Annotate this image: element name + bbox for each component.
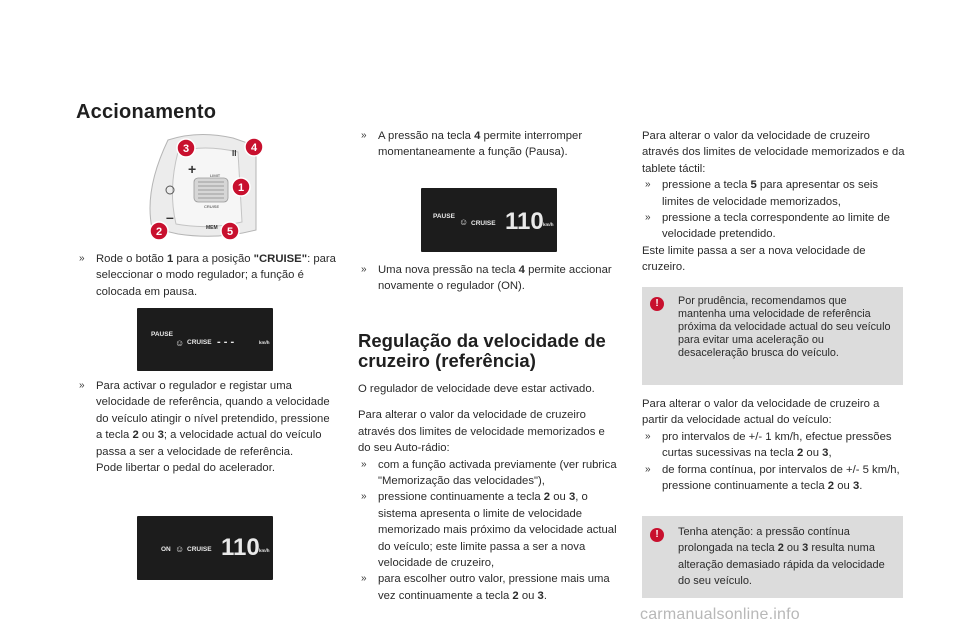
pause-label: II	[232, 149, 237, 158]
list-item: » para escolher outro valor, pressione mais uma vez continuamente a tecla 2 ou 3.	[358, 571, 620, 604]
warning-box-attention: ! Tenha atenção: a pressão contínua prolongada na tecla 2 ou 3 resulta numa alteração demasiado rápida da velocidade do seu veículo.	[642, 516, 903, 598]
warning-box-prudence: ! Por prudência, recomendamos que mantenha uma velocidade de referência próxima da velocidade actual do seu veículo para evitar uma aceleração ou desaceleração brusca do veículo.	[642, 287, 903, 385]
list-item: » pressione continuamente a tecla 2 ou 3, o sistema apresenta o limite de velocidade memorizado mais próximo da velocidade actual do veículo; este limite passa a ser a nova velocidade de cruzeiro,	[358, 489, 620, 571]
cruise-display-paused-110: PAUSE ☺ CRUISE 110 km/h	[421, 188, 557, 252]
warning-icon: !	[650, 528, 664, 542]
marker-4	[245, 138, 263, 156]
cruise-display-on: ON ☺ CRUISE 110 km/h	[137, 516, 273, 580]
cruise-label: CRUISE	[204, 204, 220, 209]
minus-label: –	[166, 209, 174, 225]
marker-1	[232, 178, 250, 196]
list-item: » com a função activada previamente (ver rubrica "Memorização das velocidades"),	[358, 457, 620, 490]
plus-label: +	[188, 161, 197, 177]
paragraph: Para alterar o valor da velocidade de cruzeiro através dos limites de velocidade memorizados e da tablete táctil:	[642, 130, 905, 175]
cruise-icon: ☺	[175, 338, 185, 348]
svg-text:3: 3	[182, 143, 190, 155]
list-item: » Uma nova pressão na tecla 4 permite accionar novamente o regulador (ON).	[358, 262, 616, 295]
page-title: Accionamento	[76, 101, 217, 123]
section-heading: Regulação da velocidade de cruzeiro (referência)	[358, 330, 606, 371]
column-2-top	[358, 128, 616, 165]
warning-icon: !	[650, 297, 664, 311]
cruise-display-pause: PAUSE ☺ CRUISE - - - km/h	[137, 308, 273, 371]
marker-2	[150, 222, 168, 240]
svg-text:2: 2	[155, 226, 163, 238]
list-item: » A pressão na tecla 4 permite interromper momentaneamente a função (Pausa).	[358, 128, 616, 161]
svg-text:1: 1	[237, 182, 245, 194]
mem-label: MEM	[206, 225, 218, 231]
watermark: carmanualsonline.info	[640, 606, 800, 623]
column-2-bottom	[358, 331, 620, 608]
marker-3	[177, 139, 195, 157]
column-2-middle	[358, 262, 616, 299]
cruise-icon: ☺	[175, 544, 185, 554]
list-item: » pro intervalos de +/- 1 km/h, efectue pressões curtas sucessivas na tecla 2 ou 3,	[642, 429, 908, 462]
svg-text:5: 5	[226, 226, 234, 238]
paragraph: Este limite passa a ser a nova velocidade de cruzeiro.	[642, 244, 866, 274]
svg-text:4: 4	[250, 142, 258, 154]
list-item: » Rode o botão 1 para a posição "CRUISE": para seleccionar o modo regulador; a função é colocada em pausa.	[76, 251, 338, 300]
steering-control-diagram	[138, 130, 268, 242]
marker-5	[221, 222, 239, 240]
column-1-bottom	[76, 378, 338, 480]
column-3-middle	[642, 396, 908, 498]
list-item: » pressione a tecla 5 para apresentar os seis limites de velocidade memorizados,	[642, 177, 906, 210]
column-3-top	[642, 128, 906, 282]
list-item: » pressione a tecla correspondente ao limite de velocidade pretendido.	[642, 210, 906, 243]
column-1-top	[76, 251, 338, 304]
list-item: » de forma contínua, por intervalos de +/- 5 km/h, pressione continuamente a tecla 2 ou 3.	[642, 462, 908, 495]
paragraph: O regulador de velocidade deve estar activado.	[358, 383, 595, 395]
cruise-icon: ☺	[459, 217, 469, 227]
paragraph: Para alterar o valor da velocidade de cruzeiro através dos limites de velocidade memorizados e do seu Auto-rádio:	[358, 409, 605, 455]
paragraph: Para alterar o valor da velocidade de cruzeiro a partir da velocidade actual do veículo:	[642, 398, 880, 427]
list-item: » Para activar o regulador e registar uma velocidade de referência, quando a velocidade do veículo atingir o nível pretendido, pressione a tecla 2 ou 3; a velocidade actual do veículo passa a ser a velocidade de referência. Pode libertar o pedal do acelerador.	[76, 378, 338, 476]
limit-label: LIMIT	[210, 173, 221, 178]
